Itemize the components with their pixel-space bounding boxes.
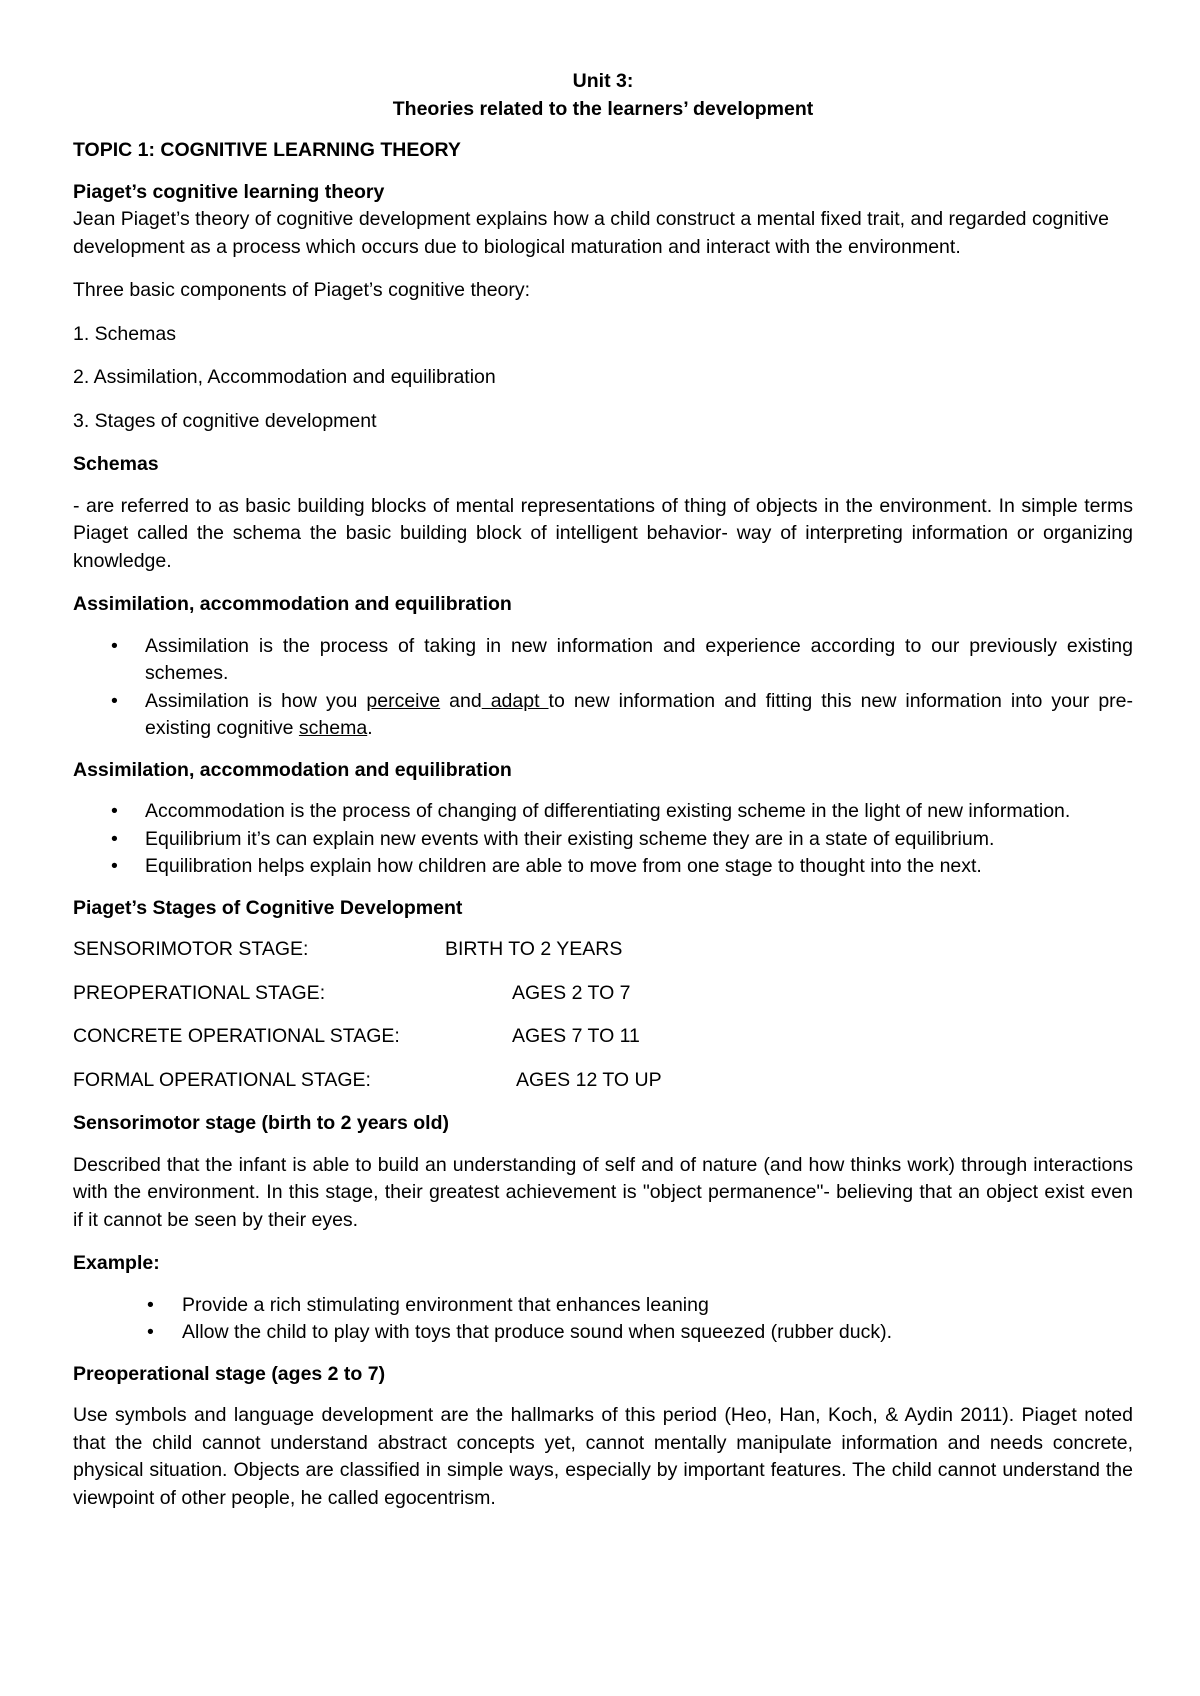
assimilation-list (73, 633, 1133, 743)
list-item: • Provide a rich stimulating environment that enhances leaning (73, 1292, 1133, 1320)
unit-title: Unit 3: (572, 70, 634, 92)
stage-age: AGES 7 TO 11 (512, 1025, 640, 1047)
list-item: • Equilibration helps explain how children are able to move from one stage to thought into the next. (73, 853, 1133, 881)
accommodation-list (73, 798, 1133, 881)
example-heading: Example: (73, 1252, 160, 1274)
preoperational-heading: Preoperational stage (ages 2 to 7) (73, 1362, 386, 1385)
unit-subtitle: Theories related to the learners’ development (392, 97, 814, 120)
list-item: • Equilibrium it’s can explain new events with their existing scheme they are in a state of equilibrium. (73, 826, 1133, 854)
stage-name: CONCRETE OPERATIONAL STAGE: (73, 1025, 400, 1047)
example-list (73, 1292, 1133, 1347)
sensorimotor-heading: Sensorimotor stage (birth to 2 years old) (73, 1112, 449, 1134)
piaget-theory-heading: Piaget’s cognitive learning theory (73, 180, 385, 203)
list-item: • Allow the child to play with toys that produce sound when squeezed (rubber duck). (73, 1319, 1133, 1347)
components-intro: Three basic components of Piaget’s cognitive theory: (73, 279, 531, 301)
component-item: 1. Schemas (73, 322, 176, 345)
component-item: 2. Assimilation, Accommodation and equilibration (73, 366, 496, 388)
list-item: • Accommodation is the process of changing of differentiating existing scheme in the light of new information. (73, 798, 1133, 826)
stage-row (73, 1023, 1133, 1051)
schema-link[interactable]: schema (298, 717, 368, 739)
topic-heading: TOPIC 1: COGNITIVE LEARNING THEORY (73, 139, 461, 161)
list-item: • Assimilation is the process of taking in new information and experience according to our previously existing schemes. (73, 633, 1133, 688)
stage-age: BIRTH TO 2 YEARS (445, 938, 623, 960)
perceive-link[interactable]: perceive (366, 689, 441, 712)
list-item: • Assimilation is how you perceive and adapt to new information and fitting this new information into your pre-existing cognitive schema. (73, 688, 1133, 743)
document-content (73, 68, 1133, 1528)
piaget-intro-paragraph: Jean Piaget’s theory of cognitive development explains how a child construct a mental fixed trait, and regarded cognitive development as a process which occurs due to biological maturation and interact with the environment. (73, 208, 1109, 258)
stage-age: AGES 12 TO UP (516, 1068, 662, 1091)
schemas-heading: Schemas (73, 453, 159, 475)
stage-name: PREOPERATIONAL STAGE: (73, 981, 326, 1004)
preoperational-paragraph: Use symbols and language development are the hallmarks of this period (Heo, Han, Koch, & Aydin 2011). Piaget noted that the child cannot understand abstract concepts yet, cannot mentally manipulate information and needs concrete, physical situation. Objects are classified in simple ways, especially by important features. The child cannot understand the viewpoint of other people, he called egocentrism. (73, 1404, 1133, 1509)
accommodation-heading: Assimilation, accommodation and equilibration (73, 758, 512, 781)
stages-heading: Piaget’s Stages of Cognitive Development (73, 896, 463, 919)
stage-row (73, 1067, 1133, 1095)
schemas-paragraph: - are referred to as basic building blocks of mental representations of thing of objects in the environment. In simple terms Piaget called the schema the basic building block of intelligent behavior- way of interpreting information or organizing knowledge. (73, 494, 1133, 572)
stage-row (73, 936, 1133, 964)
adapt-link[interactable]: adapt (481, 689, 549, 712)
component-item: 3. Stages of cognitive development (73, 409, 377, 432)
sensorimotor-paragraph: Described that the infant is able to build an understanding of self and of nature (and how thinks work) through interactions with the environment. In this stage, their greatest achievement is "object permanence"- believing that an object exist even if it cannot be seen by their eyes. (73, 1153, 1133, 1231)
stage-name: SENSORIMOTOR STAGE: (73, 938, 309, 960)
assimilation-heading: Assimilation, accommodation and equilibration (73, 593, 512, 615)
stage-age: AGES 2 TO 7 (512, 981, 631, 1004)
stage-row (73, 980, 1133, 1008)
stage-name: FORMAL OPERATIONAL STAGE: (73, 1068, 371, 1091)
